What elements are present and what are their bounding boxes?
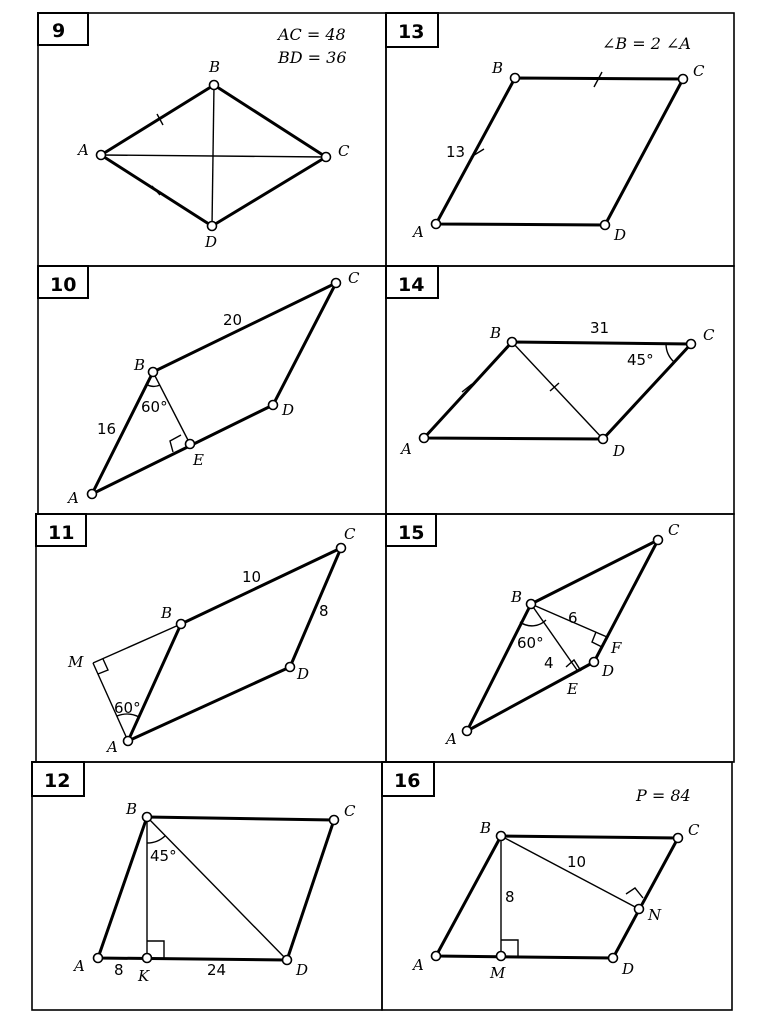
point-label: B xyxy=(209,58,221,76)
point-label: E xyxy=(193,451,204,469)
side-label: 4 xyxy=(544,654,554,672)
problem-10 xyxy=(38,266,360,507)
point-label: C xyxy=(344,802,356,820)
point-label: N xyxy=(648,906,662,924)
point-label: A xyxy=(413,223,424,241)
condition: ∠B = 2 ∠A xyxy=(602,34,691,53)
condition: AC = 48 xyxy=(278,25,346,44)
point-label: B xyxy=(161,604,173,622)
point-label: B xyxy=(134,356,146,374)
problem-14 xyxy=(386,266,715,460)
problem-number: 14 xyxy=(398,274,425,296)
rhombus-figure xyxy=(467,540,658,731)
parallelogram-figure xyxy=(98,817,334,960)
point-label: F xyxy=(611,639,622,657)
point-label: D xyxy=(296,961,309,979)
point-label: K xyxy=(138,967,150,985)
point-label: B xyxy=(126,800,138,818)
problem-9 xyxy=(38,13,350,251)
point-label: M xyxy=(68,653,84,671)
parallelogram-figure xyxy=(436,836,678,958)
point-label: A xyxy=(107,738,118,756)
side-label: 8 xyxy=(114,961,124,979)
point-label: C xyxy=(703,326,715,344)
problem-12 xyxy=(32,762,356,985)
problem-number: 9 xyxy=(52,20,66,42)
point-label: A xyxy=(68,489,79,507)
point-label: C xyxy=(693,62,705,80)
condition: P = 84 xyxy=(636,786,691,805)
point-label: C xyxy=(338,142,350,160)
point-label: D xyxy=(602,662,615,680)
side-label: 20 xyxy=(223,311,243,329)
grid-frame xyxy=(32,13,734,1010)
side-label: 8 xyxy=(319,602,329,620)
point-label: A xyxy=(74,957,85,975)
angle-label: 60° xyxy=(517,634,544,652)
point-label: E xyxy=(567,680,578,698)
side-label: 13 xyxy=(446,143,466,161)
problem-16 xyxy=(382,762,700,982)
point-label: C xyxy=(344,525,356,543)
point-label: A xyxy=(401,440,412,458)
point-label: A xyxy=(413,956,424,974)
problem-number: 16 xyxy=(394,770,421,792)
point-label: D xyxy=(613,442,626,460)
angle-label: 60° xyxy=(141,398,168,416)
problem-number: 15 xyxy=(398,522,425,544)
point-label: D xyxy=(205,233,218,251)
problem-number: 13 xyxy=(398,21,425,43)
point-label: B xyxy=(480,819,492,837)
side-label: 6 xyxy=(568,609,578,627)
side-label: 24 xyxy=(207,961,227,979)
point-label: B xyxy=(511,588,523,606)
side-label: 10 xyxy=(567,853,587,871)
problem-13 xyxy=(386,13,705,244)
point-label: A xyxy=(78,141,89,159)
problem-number: 10 xyxy=(50,274,77,296)
side-label: 31 xyxy=(590,319,610,337)
condition: BD = 36 xyxy=(278,48,347,67)
problem-15 xyxy=(386,514,680,748)
point-label: D xyxy=(297,665,310,683)
point-label: A xyxy=(446,730,457,748)
side-label: 8 xyxy=(505,888,515,906)
problem-number: 12 xyxy=(44,770,71,792)
point-label: D xyxy=(622,960,635,978)
point-label: C xyxy=(668,521,680,539)
point-label: B xyxy=(492,59,504,77)
point-label: C xyxy=(348,269,360,287)
point-label: C xyxy=(688,821,700,839)
angle-label: 45° xyxy=(627,351,654,369)
point-label: D xyxy=(614,226,627,244)
angle-label: 60° xyxy=(114,699,141,717)
side-label: 10 xyxy=(242,568,262,586)
point-label: D xyxy=(282,401,295,419)
problem-11 xyxy=(36,514,356,756)
parallelogram-figure xyxy=(436,72,683,225)
side-label: 16 xyxy=(97,420,117,438)
parallelogram-figure xyxy=(92,283,336,494)
problem-number: 11 xyxy=(48,522,75,544)
rhombus-figure xyxy=(101,85,326,226)
point-label: M xyxy=(490,964,506,982)
angle-label: 45° xyxy=(150,847,177,865)
point-label: B xyxy=(490,324,502,342)
